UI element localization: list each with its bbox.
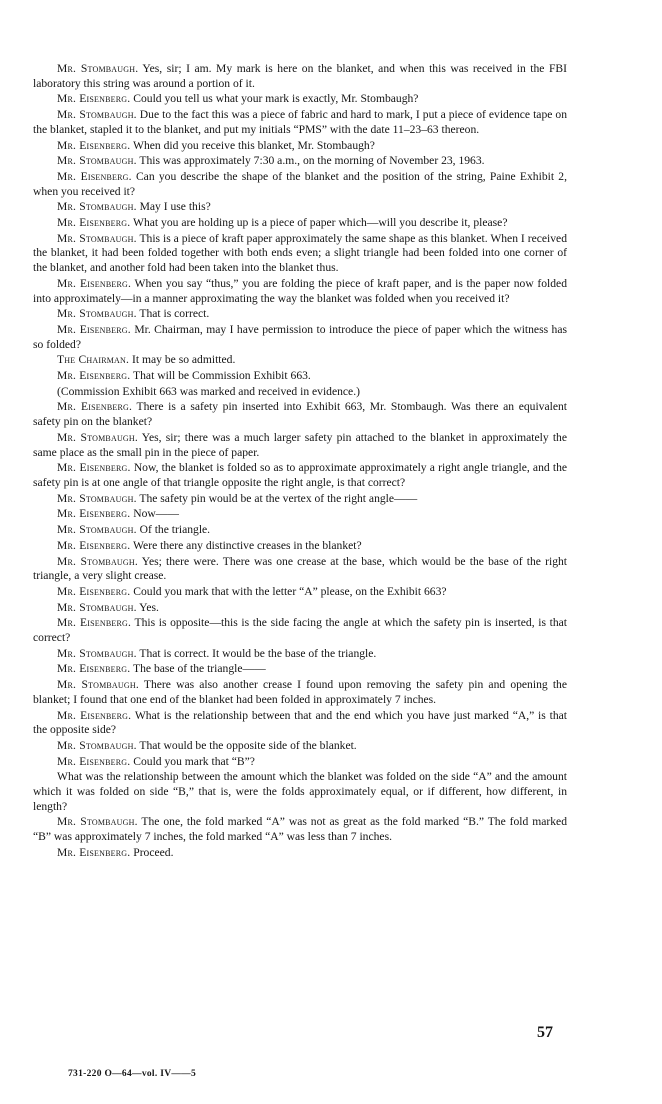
testimony-paragraph — [33, 323, 567, 352]
speaker-name: Mr. Stombaugh. — [57, 200, 137, 214]
paragraph-text: This is opposite—this is the side facing the angle at which the safety pin is inserted, is that correct? — [33, 616, 567, 645]
paragraph-text: That will be Commission Exhibit 663. — [133, 369, 311, 383]
speaker-name: Mr. Eisenberg. — [57, 92, 131, 106]
testimony-paragraph — [33, 662, 567, 677]
paragraph-text: What was the relationship between the amount which the blanket was folded on the side “A” and the amount which it was folded on side “B,” that is, were the folds approximately equal, or if different, how different, in length? — [33, 770, 567, 813]
paragraph-text: Were there any distinctive creases in the blanket? — [133, 538, 362, 552]
testimony-paragraph — [33, 200, 567, 215]
paragraph-text: What is the relationship between that and the end which you have just marked “A,” is that the opposite side? — [33, 708, 567, 737]
testimony-paragraph — [33, 170, 567, 199]
paragraph-text: May I use this? — [139, 200, 211, 214]
page-number: 57 — [537, 1024, 553, 1041]
paragraph-text: That is correct. It would be the base of the triangle. — [139, 646, 377, 660]
speaker-name: Mr. Stombaugh. — [57, 523, 137, 537]
testimony-paragraph — [33, 232, 567, 276]
speaker-name: Mr. Eisenberg. — [57, 538, 131, 552]
paragraph-text: Can you describe the shape of the blanket and the position of the string, Paine Exhibit 2, when you received it? — [33, 169, 567, 198]
testimony-paragraph — [33, 616, 567, 645]
paragraph-text: Proceed. — [133, 845, 174, 859]
paragraph-text: Yes; there were. There was one crease at the base, which would be the base of the right triangle, a very slight crease. — [33, 554, 568, 583]
testimony-paragraph — [33, 601, 567, 616]
speaker-name: Mr. Stombaugh. — [57, 430, 138, 444]
speaker-name: Mr. Stombaugh. — [57, 646, 137, 660]
speaker-name: Mr. Stombaugh. — [57, 108, 137, 122]
paragraph-text: Yes. — [139, 600, 159, 614]
paragraph-text: The safety pin would be at the vertex of the right angle—— — [139, 491, 418, 505]
paragraph-text: Now, the blanket is folded so as to approximate approximately a right angle triangle, and the safety pin is at one angle of that triangle opposite the right angle, is that correct? — [33, 461, 568, 489]
speaker-name: Mr. Stombaugh. — [57, 231, 137, 245]
testimony-paragraph — [33, 92, 567, 107]
testimony-paragraph — [33, 507, 567, 522]
paragraph-text: Yes, sir; I am. My mark is here on the blanket, and when this was received in the FBI laboratory this string was around a portion of it. — [33, 62, 568, 90]
speaker-name: Mr. Stombaugh. — [57, 154, 137, 168]
testimony-body — [33, 62, 567, 861]
speaker-name: Mr. Eisenberg. — [57, 616, 132, 630]
testimony-paragraph — [33, 585, 567, 600]
paragraph-text: Due to the fact this was a piece of fabric and hard to mark, I put a piece of evidence tape on the blanket, stapled it to the blanket, and put my initials “PMS” with the date 11–23–63 thereon. — [33, 108, 568, 136]
testimony-paragraph — [33, 815, 567, 844]
paragraph-text: When you say “thus,” you are folding the piece of kraft paper, and is the paper now folded into approximately—in a manner approximating the way the blanket was folded when you received it? — [33, 276, 567, 305]
speaker-name: Mr. Eisenberg. — [57, 276, 132, 290]
speaker-name: Mr. Stombaugh. — [57, 678, 139, 692]
testimony-paragraph — [33, 846, 567, 861]
paragraph-text: Of the triangle. — [139, 523, 211, 537]
testimony-paragraph — [33, 739, 567, 754]
testimony-paragraph — [33, 555, 567, 584]
testimony-paragraph — [33, 385, 567, 400]
speaker-name: Mr. Eisenberg. — [57, 708, 132, 722]
speaker-name: Mr. Stombaugh. — [57, 554, 138, 568]
testimony-paragraph — [33, 523, 567, 538]
testimony-paragraph — [33, 431, 567, 460]
paragraph-text: That is correct. — [139, 307, 210, 321]
speaker-name: Mr. Eisenberg. — [57, 169, 132, 183]
speaker-name: Mr. Eisenberg. — [57, 754, 131, 768]
testimony-paragraph — [33, 461, 567, 490]
paragraph-text: Could you mark that with the letter “A” please, on the Exhibit 663? — [133, 584, 447, 598]
paragraph-text: It may be so admitted. — [132, 353, 236, 367]
testimony-paragraph — [33, 400, 567, 429]
testimony-paragraph — [33, 369, 567, 384]
speaker-name: Mr. Eisenberg. — [57, 400, 133, 414]
speaker-name: Mr. Eisenberg. — [57, 138, 131, 152]
paragraph-text: The base of the triangle—— — [133, 662, 266, 676]
speaker-name: Mr. Eisenberg. — [57, 507, 131, 521]
speaker-name: Mr. Eisenberg. — [57, 322, 131, 336]
speaker-name: Mr. Stombaugh. — [57, 815, 138, 829]
testimony-paragraph — [33, 139, 567, 154]
testimony-paragraph — [33, 154, 567, 169]
speaker-name: The Chairman. — [57, 353, 130, 367]
paragraph-text: The one, the fold marked “A” was not as great as the fold marked “B.” The fold marked “B” was approximately 7 inches, the fold marked “A” was less than 7 inches. — [33, 815, 567, 844]
paragraph-text: (Commission Exhibit 663 was marked and received in evidence.) — [57, 384, 360, 398]
testimony-paragraph — [33, 647, 567, 662]
testimony-paragraph — [33, 492, 567, 507]
testimony-paragraph — [33, 216, 567, 231]
speaker-name: Mr. Stombaugh. — [57, 62, 139, 75]
speaker-name: Mr. Stombaugh. — [57, 600, 137, 614]
speaker-name: Mr. Eisenberg. — [57, 216, 131, 230]
testimony-paragraph — [33, 353, 567, 368]
paragraph-text: Mr. Chairman, may I have permission to introduce the piece of paper which the witness has so folded? — [33, 322, 567, 351]
paragraph-text: Could you mark that “B”? — [133, 754, 255, 768]
testimony-paragraph — [33, 678, 567, 707]
testimony-paragraph — [33, 62, 567, 91]
testimony-paragraph — [33, 770, 567, 814]
paragraph-text: There was also another crease I found upon removing the safety pin and opening the blanket; I found that one end of the blanket had been folded in approximately 7 inches. — [33, 678, 567, 706]
paragraph-text: Now—— — [133, 507, 179, 521]
print-code-footer: 731-220 O—64—vol. IV——5 — [68, 1069, 197, 1079]
testimony-paragraph — [33, 755, 567, 770]
paragraph-text: When did you receive this blanket, Mr. Stombaugh? — [133, 138, 375, 152]
speaker-name: Mr. Stombaugh. — [57, 738, 137, 752]
speaker-name: Mr. Eisenberg. — [57, 584, 131, 598]
paragraph-text: Could you tell us what your mark is exactly, Mr. Stombaugh? — [133, 92, 419, 106]
paragraph-text: That would be the opposite side of the blanket. — [139, 738, 357, 752]
paragraph-text: This is a piece of kraft paper approximately the same shape as this blanket. When I received the blanket, it had been folded together with both ends even; a slight triangle had been folded into one corner of the blanket, and another fold had been taken into the blanket thus. — [33, 231, 567, 275]
testimony-paragraph — [33, 539, 567, 554]
speaker-name: Mr. Eisenberg. — [57, 461, 131, 475]
testimony-paragraph — [33, 307, 567, 322]
testimony-paragraph — [33, 709, 567, 738]
speaker-name: Mr. Eisenberg. — [57, 845, 131, 859]
testimony-paragraph — [33, 277, 567, 306]
testimony-paragraph — [33, 108, 567, 137]
speaker-name: Mr. Stombaugh. — [57, 491, 137, 505]
speaker-name: Mr. Stombaugh. — [57, 307, 137, 321]
speaker-name: Mr. Eisenberg. — [57, 662, 131, 676]
paragraph-text: This was approximately 7:30 a.m., on the morning of November 23, 1963. — [139, 154, 485, 168]
paragraph-text: Yes, sir; there was a much larger safety pin attached to the blanket in approximately the same place as the small pin in the piece of paper. — [33, 430, 567, 459]
speaker-name: Mr. Eisenberg. — [57, 369, 131, 383]
paragraph-text: What you are holding up is a piece of paper which—will you describe it, please? — [133, 216, 508, 230]
paragraph-text: There is a safety pin inserted into Exhibit 663, Mr. Stombaugh. Was there an equivalent safety pin on the blanket? — [33, 400, 567, 429]
